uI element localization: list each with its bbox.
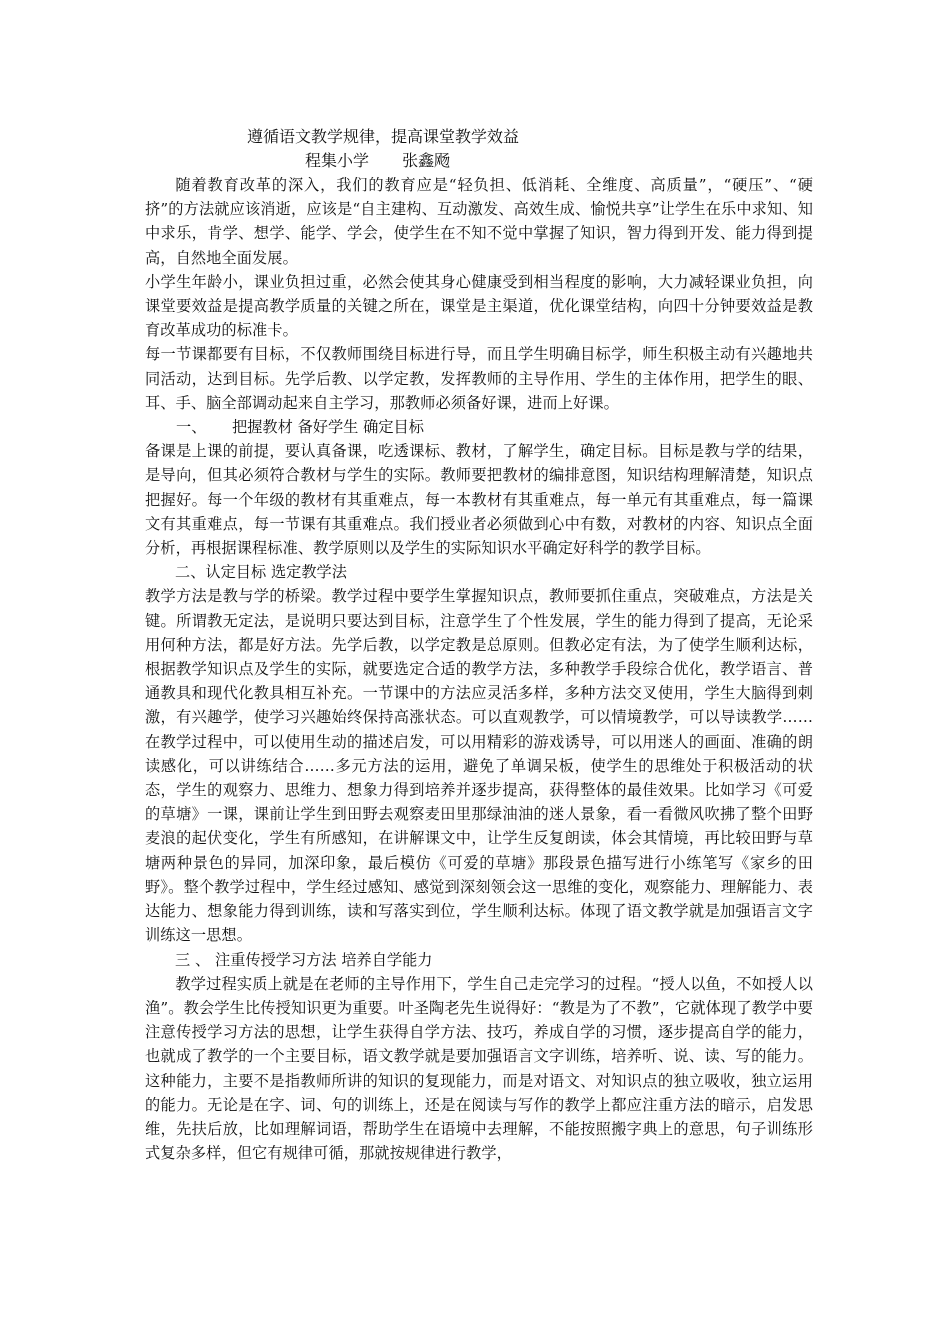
paragraph-teaching-method: 教学方法是教与学的桥梁。教学过程中要学生掌握知识点，教师要抓住重点，突破难点，方法是关键。所谓教无定法，是说明只要达到目标，注意学生了个性发展，学生的能力得到了提高，无论采用何种方法，都是好方法。先学后教，以学定教是总原则。但教必定有法，为了使学生顺利达标，根据教学知识点及学生的实际，就要选定合适的教学方法，多种教学手段综合优化，教学语言、普通教具和现代化教具相互补充。一节课中的方法应灵活多样，多种方法交叉使用，学生大脑得到刺激，有兴趣学，使学习兴趣始终保持高涨状态。可以直观教学，可以情境教学，可以导读教学……在教学过程中，可以使用生动的描述启发，可以用精彩的游戏诱导，可以用迷人的画面、准确的朗读感化，可以讲练结合……多元方法的运用，避免了单调呆板，使学生的思维处于积极活动的状态，学生的观察力、思维力、想象力得到培养并逐步提高，获得整体的最佳效果。比如学习《可爱的草塘》一课，课前让学生到田野去观察麦田里那绿油油的迷人景象，看一看微风吹拂了整个田野麦浪的起伏变化，学生有所感知，在讲解课文中，让学生反复朗读，体会其情境，再比较田野与草塘两种景色的异同，加深印象，最后模仿《可爱的草塘》那段景色描写进行小练笔写《家乡的田野》。整个教学过程中，学生经过感知、感觉到深刻领会这一思维的变化，观察能力、理解能力、表达能力、想象能力得到训练，读和写落实到位，学生顺利达标。体现了语文教学就是加强语言文字训练这一思想。 <box>145 587 813 945</box>
paragraph-burden: 小学生年龄小，课业负担过重，必然会使其身心健康受到相当程度的影响，大力减轻课业负担，向课堂要效益是提高教学质量的关键之所在，课堂是主渠道，优化课堂结构，向四十分钟要效益是教育改革成功的标准卡。 <box>145 272 813 340</box>
section-title-1: 把握教材 备好学生 确定目标 <box>232 418 424 437</box>
paragraph-lesson-prep: 备课是上课的前提，要认真备课，吃透课标、教材，了解学生，确定目标。目标是教与学的结果，是导向，但其必须符合教材与学生的实际。教师要把教材的编排意图，知识结构理解清楚，知识点把握好。每一个年级的教材有其重难点，每一本教材有其重难点，每一单元有其重难点，每一篇课文有其重难点，每一节课有其重难点。我们授业者必须做到心中有数，对教材的内容、知识点全面分析，再根据课程标准、教学原则以及学生的实际知识水平确定好科学的教学目标。 <box>145 442 813 558</box>
paragraph-goals: 每一节课都要有目标，不仅教师围绕目标进行导，而且学生明确目标学，师生积极主动有兴趣地共同活动，达到目标。先学后教、以学定教，发挥教师的主导作用、学生的主体作用，把学生的眼、耳、手、脑全部调动起来自主学习，那教师必须备好课，进而上好课。 <box>145 345 813 412</box>
author-line <box>305 149 813 173</box>
author-name: 张鑫飏 <box>402 151 451 170</box>
school-name: 程集小学 <box>305 151 370 170</box>
document-page <box>145 125 813 1165</box>
section-heading-1 <box>145 415 813 439</box>
section-heading-2: 二、认定目标 选定教学法 <box>175 563 347 582</box>
section-number-1: 一、 <box>176 418 207 437</box>
section-heading-3: 三 、 注重传授学习方法 培养自学能力 <box>175 950 433 969</box>
document-title: 遵循语文教学规律，提高课堂教学效益 <box>247 127 520 146</box>
paragraph-intro: 随着教育改革的深入，我们的教育应是“轻负担、低消耗、全维度、高质量”，“硬压”、“硬挤”的方法就应该消逝，应该是“自主建构、互动激发、高效生成、愉悦共享”让学生在乐中求知、知中求乐，肯学、想学、能学、学会，使学生在不知不觉中掌握了知识，智力得到开发、能力得到提高，自然地全面发展。 <box>145 176 813 267</box>
paragraph-self-study: 教学过程实质上就是在老师的主导作用下，学生自己走完学习的过程。“授人以鱼，不如授人以渔”。教会学生比传授知识更为重要。叶圣陶老先生说得好：“教是为了不教”，它就体现了教学中要注意传授学习方法的思想，让学生获得自学方法、技巧，养成自学的习惯，逐步提高自学的能力，也就成了教学的一个主要目标，语文教学就是要加强语言文字训练，培养听、说、读、写的能力。这种能力，主要不是指教师所讲的知识的复现能力，而是对语文、对知识点的独立吸收，独立运用的能力。无论是在字、词、句的训练上，还是在阅读与写作的教学上都应注重方法的暗示，启发思维，先扶后放，比如理解词语，帮助学生在语境中去理解，不能按照搬字典上的意思，句子训练形式复杂多样，但它有规律可循，那就按规律进行教学， <box>145 974 813 1163</box>
